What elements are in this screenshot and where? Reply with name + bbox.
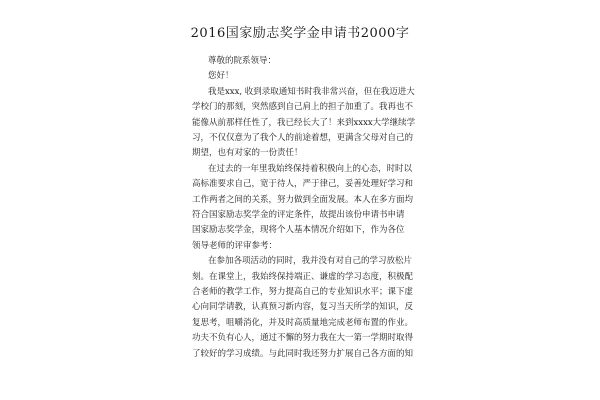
paragraph-line: 功夫不负有心人，通过不懈的努力我在大一第一学期时取得 bbox=[192, 333, 414, 344]
paragraph-line: 在参加各项活动的同时，我并没有对自己的学习放松片 bbox=[208, 256, 413, 267]
paragraph-line: 领导老师的评审参考： bbox=[192, 240, 278, 251]
paragraph-line: 您好！ bbox=[208, 71, 234, 82]
paragraph-line: 合老师的教学工作，努力提高自己的专业知识水平；课下虚 bbox=[192, 287, 414, 297]
document-title: 2016国家励志奖学金申请书2000字 bbox=[190, 26, 410, 41]
paragraph-line: 国家励志奖学金，现将个人基本情况介绍如下，作为各位 bbox=[192, 225, 405, 236]
paragraph-line: 心向同学请教，认真预习新内容，复习当天所学的知识，反 bbox=[192, 302, 414, 313]
paragraph-line: 学校门的那刻，突然感到自己肩上的担子加重了。我再也不 bbox=[192, 102, 414, 113]
paragraph-line: 高标准要求自己，宽于待人，严于律己，妥善处理好学习和 bbox=[192, 179, 414, 190]
paragraph-line: 在过去的一年里我始终保持着积极向上的心态，时时以 bbox=[208, 163, 413, 174]
paragraph-line: 符合国家励志奖学金的评定条件，故提出该份申请书申请 bbox=[192, 210, 405, 220]
paragraph-line: 工作两者之间的关系，努力做到全面发展。本人在多方面均 bbox=[192, 194, 414, 205]
paragraph-line: 我是xxx, 收到录取通知书时我非常兴奋，但在我迈进大 bbox=[208, 86, 415, 97]
paragraph-line: 了较好的学习成绩。与此同时我还努力扩展自己各方面的知 bbox=[192, 348, 414, 359]
paragraph-line: 习，不仅仅意为了我个人的前途着想，更满含父母对自己的 bbox=[192, 133, 414, 143]
paragraph-line: 刻。在课堂上，我始终保持端正、谦虚的学习态度，积极配 bbox=[192, 271, 414, 282]
paragraph-line: 复思考，咀嚼消化，并及时高质量地完成老师布置的作业。 bbox=[192, 317, 414, 328]
paragraph-line: 能像从前那样任性了，我已经长大了！来到xxxx大学继续学 bbox=[192, 117, 416, 128]
paragraph-line: 期望，也有对家的一份责任！ bbox=[192, 148, 303, 159]
paragraph-line: 尊敬的院系领导： bbox=[208, 56, 277, 66]
